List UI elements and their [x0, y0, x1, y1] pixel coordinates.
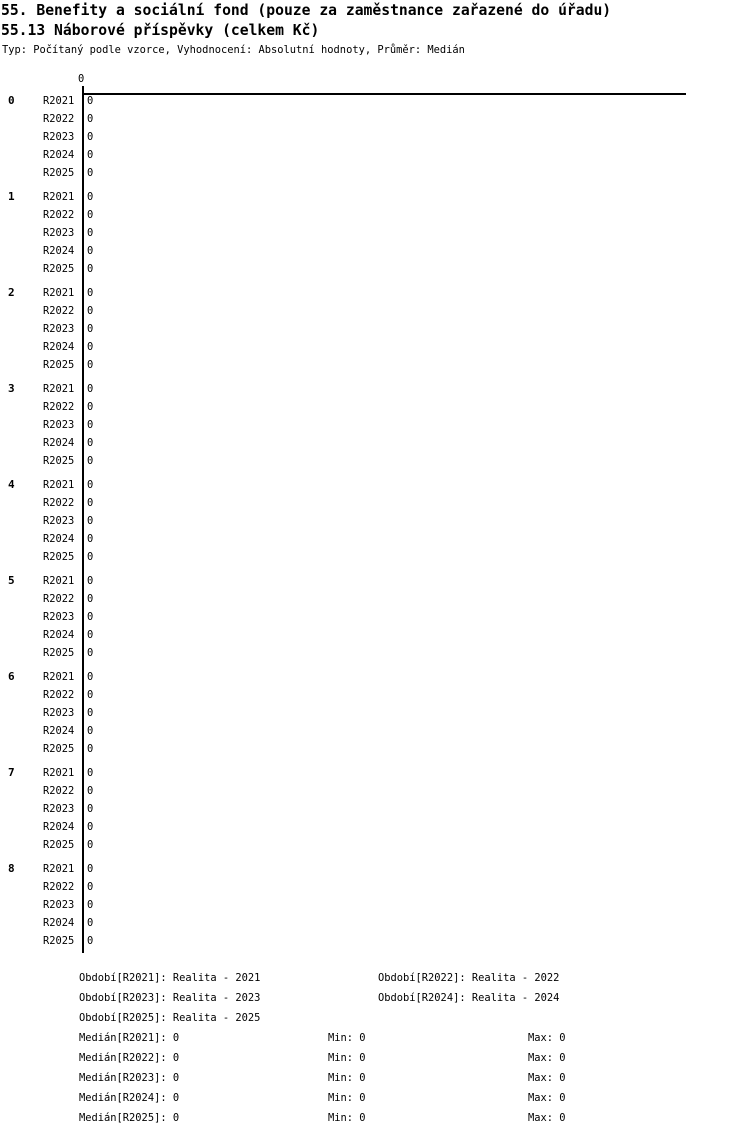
period-label: R2022: [43, 881, 75, 893]
period-label: R2021: [43, 383, 75, 395]
value-label: 0: [87, 287, 94, 299]
value-label: 0: [87, 401, 94, 413]
period-label: R2025: [43, 359, 75, 371]
value-label: 0: [87, 671, 94, 683]
chart-row: [0, 320, 750, 338]
value-label: 0: [87, 725, 94, 737]
chart-row: [0, 242, 750, 260]
period-label: R2023: [43, 515, 75, 527]
value-label: 0: [87, 497, 94, 509]
value-label: 0: [87, 305, 94, 317]
value-label: 0: [87, 533, 94, 545]
value-label: 0: [87, 131, 94, 143]
legend-min-label: Min: 0: [328, 1052, 366, 1064]
chart-row: [0, 782, 750, 800]
chart-row: [0, 224, 750, 242]
chart-row: [0, 800, 750, 818]
legend-max-label: Max: 0: [528, 1052, 566, 1064]
period-label: R2024: [43, 821, 75, 833]
value-label: 0: [87, 689, 94, 701]
value-label: 0: [87, 863, 94, 875]
value-label: 0: [87, 743, 94, 755]
legend-median-label: Medián[R2021]: 0: [79, 1032, 180, 1044]
period-label: R2023: [43, 803, 75, 815]
value-label: 0: [87, 707, 94, 719]
period-label: R2024: [43, 245, 75, 257]
legend-period-label: Období[R2021]: Realita - 2021: [79, 972, 261, 984]
chart-row: [0, 206, 750, 224]
period-label: R2024: [43, 437, 75, 449]
value-label: 0: [87, 935, 94, 947]
period-label: R2025: [43, 551, 75, 563]
chart-row: [0, 686, 750, 704]
group-label: 4: [8, 478, 15, 491]
chart-row: [0, 338, 750, 356]
chart-row: [0, 380, 750, 398]
value-label: 0: [87, 647, 94, 659]
value-label: 0: [87, 113, 94, 125]
value-label: 0: [87, 593, 94, 605]
period-label: R2022: [43, 785, 75, 797]
value-label: 0: [87, 785, 94, 797]
period-label: R2022: [43, 497, 75, 509]
legend-max-label: Max: 0: [528, 1032, 566, 1044]
chart-row: [0, 548, 750, 566]
chart-row: [0, 608, 750, 626]
chart-row: [0, 668, 750, 686]
legend-median-label: Medián[R2024]: 0: [79, 1092, 180, 1104]
chart-row: [0, 416, 750, 434]
chart-row: [0, 164, 750, 182]
chart-row: [0, 146, 750, 164]
chart-row: [0, 572, 750, 590]
period-label: R2021: [43, 863, 75, 875]
period-label: R2025: [43, 167, 75, 179]
chart-row: [0, 260, 750, 278]
chart-row: [0, 512, 750, 530]
page-title: 55. Benefity a sociální fond (pouze za zaměstnance zařazené do úřadu): [1, 2, 612, 19]
legend-period-label: Období[R2024]: Realita - 2024: [378, 992, 560, 1004]
value-label: 0: [87, 839, 94, 851]
period-label: R2023: [43, 707, 75, 719]
group-label: 6: [8, 670, 15, 683]
period-label: R2024: [43, 149, 75, 161]
period-label: R2021: [43, 575, 75, 587]
value-label: 0: [87, 437, 94, 449]
chart-row: [0, 302, 750, 320]
chart-row: [0, 356, 750, 374]
period-label: R2022: [43, 401, 75, 413]
chart-row: [0, 590, 750, 608]
legend-max-label: Max: 0: [528, 1112, 566, 1124]
chart-row: [0, 740, 750, 758]
value-label: 0: [87, 575, 94, 587]
value-label: 0: [87, 917, 94, 929]
period-label: R2023: [43, 227, 75, 239]
chart-row: [0, 896, 750, 914]
legend-min-label: Min: 0: [328, 1112, 366, 1124]
value-label: 0: [87, 455, 94, 467]
value-label: 0: [87, 767, 94, 779]
legend-min-label: Min: 0: [328, 1092, 366, 1104]
period-label: R2021: [43, 95, 75, 107]
chart-row: [0, 494, 750, 512]
value-label: 0: [87, 149, 94, 161]
legend-period-label: Období[R2022]: Realita - 2022: [378, 972, 560, 984]
value-label: 0: [87, 479, 94, 491]
legend-median-label: Medián[R2023]: 0: [79, 1072, 180, 1084]
period-label: R2025: [43, 743, 75, 755]
value-label: 0: [87, 191, 94, 203]
chart-row: [0, 932, 750, 950]
chart-row: [0, 92, 750, 110]
value-label: 0: [87, 611, 94, 623]
value-label: 0: [87, 245, 94, 257]
x-axis-tick-label: 0: [78, 73, 85, 85]
legend-period-label: Období[R2023]: Realita - 2023: [79, 992, 261, 1004]
group-label: 0: [8, 94, 15, 107]
value-label: 0: [87, 803, 94, 815]
group-label: 7: [8, 766, 15, 779]
chart-row: [0, 914, 750, 932]
period-label: R2023: [43, 419, 75, 431]
period-label: R2022: [43, 209, 75, 221]
chart-row: [0, 452, 750, 470]
value-label: 0: [87, 95, 94, 107]
period-label: R2023: [43, 131, 75, 143]
value-label: 0: [87, 515, 94, 527]
chart-row: [0, 530, 750, 548]
group-label: 2: [8, 286, 15, 299]
chart-row: [0, 644, 750, 662]
value-label: 0: [87, 227, 94, 239]
value-label: 0: [87, 821, 94, 833]
chart-row: [0, 434, 750, 452]
chart-row: [0, 626, 750, 644]
period-label: R2021: [43, 479, 75, 491]
legend-max-label: Max: 0: [528, 1072, 566, 1084]
period-label: R2024: [43, 917, 75, 929]
value-label: 0: [87, 899, 94, 911]
legend-period-label: Období[R2025]: Realita - 2025: [79, 1012, 261, 1024]
period-label: R2023: [43, 899, 75, 911]
legend-median-label: Medián[R2025]: 0: [79, 1112, 180, 1124]
chart-row: [0, 476, 750, 494]
group-label: 5: [8, 574, 15, 587]
period-label: R2022: [43, 113, 75, 125]
chart-row: [0, 398, 750, 416]
chart-row: [0, 878, 750, 896]
period-label: R2025: [43, 263, 75, 275]
group-label: 8: [8, 862, 15, 875]
chart-row: [0, 818, 750, 836]
period-label: R2021: [43, 287, 75, 299]
chart-row: [0, 284, 750, 302]
value-label: 0: [87, 167, 94, 179]
period-label: R2025: [43, 839, 75, 851]
legend-max-label: Max: 0: [528, 1092, 566, 1104]
value-label: 0: [87, 383, 94, 395]
chart-row: [0, 188, 750, 206]
period-label: R2021: [43, 767, 75, 779]
period-label: R2025: [43, 935, 75, 947]
period-label: R2024: [43, 341, 75, 353]
period-label: R2024: [43, 533, 75, 545]
value-label: 0: [87, 359, 94, 371]
period-label: R2024: [43, 629, 75, 641]
period-label: R2022: [43, 689, 75, 701]
value-label: 0: [87, 629, 94, 641]
period-label: R2025: [43, 647, 75, 659]
period-label: R2025: [43, 455, 75, 467]
legend-min-label: Min: 0: [328, 1032, 366, 1044]
chart-row: [0, 836, 750, 854]
period-label: R2024: [43, 725, 75, 737]
period-label: R2021: [43, 191, 75, 203]
chart-row: [0, 110, 750, 128]
chart-row: [0, 764, 750, 782]
period-label: R2023: [43, 611, 75, 623]
value-label: 0: [87, 209, 94, 221]
value-label: 0: [87, 881, 94, 893]
value-label: 0: [87, 419, 94, 431]
page-subtitle: 55.13 Náborové příspěvky (celkem Kč): [1, 22, 320, 39]
value-label: 0: [87, 323, 94, 335]
legend-median-label: Medián[R2022]: 0: [79, 1052, 180, 1064]
period-label: R2023: [43, 323, 75, 335]
value-label: 0: [87, 263, 94, 275]
period-label: R2021: [43, 671, 75, 683]
chart-row: [0, 860, 750, 878]
chart-row: [0, 704, 750, 722]
period-label: R2022: [43, 305, 75, 317]
value-label: 0: [87, 551, 94, 563]
group-label: 3: [8, 382, 15, 395]
value-label: 0: [87, 341, 94, 353]
period-label: R2022: [43, 593, 75, 605]
chart-meta: Typ: Počítaný podle vzorce, Vyhodnocení: Absolutní hodnoty, Průměr: Medián: [2, 44, 465, 56]
legend-min-label: Min: 0: [328, 1072, 366, 1084]
chart-row: [0, 128, 750, 146]
group-label: 1: [8, 190, 15, 203]
chart-row: [0, 722, 750, 740]
